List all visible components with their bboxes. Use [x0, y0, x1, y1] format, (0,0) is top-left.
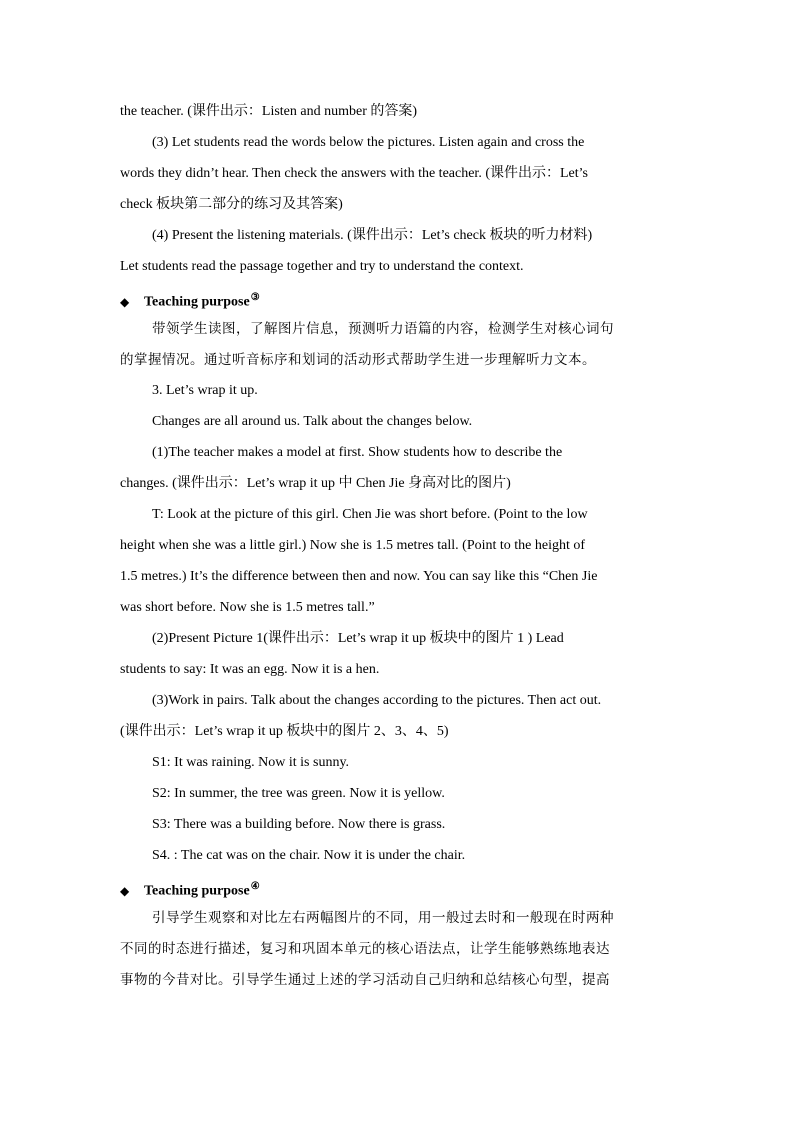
circled-number-mark: ③	[250, 292, 260, 303]
text-line: 的掌握情况。通过听音标序和划词的活动形式帮助学生进一步理解听力文本。	[120, 352, 596, 368]
text-line: changes. (课件出示：Let’s wrap it up 中 Chen Jie 身高对比的图片)	[120, 476, 511, 491]
dialogue-line: S3: There was a building before. Now there is grass.	[152, 817, 446, 832]
text-line: (4) Present the listening materials. (课件出示：Let’s check 板块的听力材料)	[152, 228, 593, 243]
heading-text: Teaching purpose	[144, 294, 250, 310]
heading-text: Teaching purpose	[144, 883, 250, 899]
section-title: 3. Let’s wrap it up.	[152, 383, 258, 398]
text-line: 不同的时态进行描述，复习和巩固本单元的核心语法点，让学生能够熟练地表达	[120, 941, 610, 957]
text-line: the teacher. (课件出示：Listen and number 的答案)	[120, 104, 418, 119]
text-line: (课件出示：Let’s wrap it up 板块中的图片 2、3、4、5)	[120, 724, 449, 739]
text-line: (3)Work in pairs. Talk about the changes according to the pictures. Then act out.	[152, 693, 602, 708]
teaching-purpose-heading	[120, 286, 680, 317]
text-line: 带领学生读图，了解图片信息，预测听力语篇的内容，检测学生对核心词句	[152, 321, 614, 337]
text-line: height when she was a little girl.) Now she is 1.5 metres tall. (Point to the height of	[120, 538, 586, 553]
text-line: (3) Let students read the words below the pictures. Listen again and cross the	[152, 135, 585, 150]
text-line: words they didn’t hear. Then check the answers with the teacher. (课件出示：Let’s	[120, 166, 588, 181]
text-line: check 板块第二部分的练习及其答案)	[120, 197, 343, 212]
document-page	[120, 100, 680, 999]
text-line: T: Look at the picture of this girl. Chen Jie was short before. (Point to the low	[152, 507, 588, 522]
text-line: Changes are all around us. Talk about the changes below.	[152, 414, 473, 429]
text-line: 引导学生观察和对比左右两幅图片的不同，用一般过去时和一般现在时两种	[152, 910, 614, 926]
text-line: Let students read the passage together and try to understand the context.	[120, 259, 524, 274]
text-line: (1)The teacher makes a model at first. Show students how to describe the	[152, 445, 563, 460]
text-line: (2)Present Picture 1(课件出示：Let’s wrap it up 板块中的图片 1 ) Lead	[152, 631, 564, 646]
text-line: 事物的今昔对比。引导学生通过上述的学习活动自己归纳和总结核心句型，提高	[120, 972, 610, 988]
diamond-bullet-icon: ◆	[120, 294, 130, 309]
text-line: students to say: It was an egg. Now it is a hen.	[120, 662, 380, 677]
text-line: 1.5 metres.) It’s the difference between then and now. You can say like this “Chen Jie	[120, 569, 598, 584]
dialogue-line: S4. : The cat was on the chair. Now it is under the chair.	[152, 848, 466, 863]
circled-number-mark: ④	[250, 881, 260, 892]
diamond-bullet-icon: ◆	[120, 883, 130, 898]
dialogue-line: S1: It was raining. Now it is sunny.	[152, 755, 350, 770]
dialogue-line: S2: In summer, the tree was green. Now it is yellow.	[152, 786, 445, 801]
teaching-purpose-heading	[120, 875, 680, 906]
text-line: was short before. Now she is 1.5 metres tall.”	[120, 600, 375, 615]
